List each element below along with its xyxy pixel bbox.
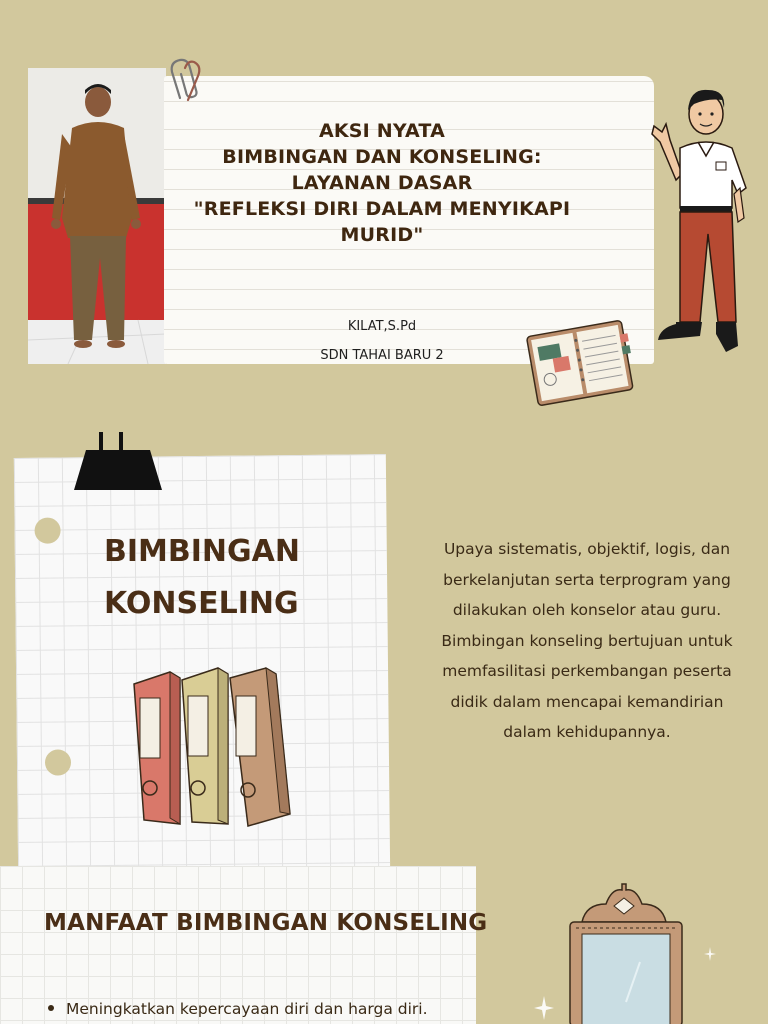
punch-hole [45,749,71,775]
bk-description: Upaya sistematis, objektif, logis, dan berkelanjutan serta terprogram yang dilakukan oleh konselor atau guru. Bimbingan konseling bertujuan untuk memfasilitasi perkembangan peserta didik dalam mencapai kemandirian dalam kehidupannya. [441,540,733,741]
title-line: LAYANAN DASAR [291,172,473,194]
manfaat-title: MANFAAT BIMBINGAN KONSELING [44,910,488,936]
title-line: AKSI NYATA [318,120,446,142]
school-name: SDN TAHAI BARU 2 [320,348,444,363]
benefit-text: Meningkatkan kepercayaan diri dan harga diri. [66,1000,428,1018]
student-illustration [646,84,756,360]
bk-title-line: KONSELING [104,586,299,621]
sparkle-icon [704,946,716,965]
binder-clip-icon [72,432,164,496]
manfaat-section [0,866,488,1024]
bk-title [104,526,300,630]
mirror-icon [560,882,700,1024]
list-item [48,1000,428,1018]
sparkle-icon [534,996,554,1024]
folders-icon [130,664,300,838]
paperclip-icon [168,54,208,108]
title-line: "REFLEKSI DIRI DALAM MENYIKAPI MURID" [193,198,571,246]
bullet-icon [48,1005,54,1011]
main-title [164,118,600,248]
author-name: KILAT,S.Pd [347,319,417,334]
punch-hole [34,517,60,543]
notebook-icon [524,318,636,414]
teacher-photo [28,68,166,364]
bk-title-line: BIMBINGAN [104,534,300,569]
benefit-list [48,1000,428,1018]
title-line: BIMBINGAN DAN KONSELING: [222,146,542,168]
